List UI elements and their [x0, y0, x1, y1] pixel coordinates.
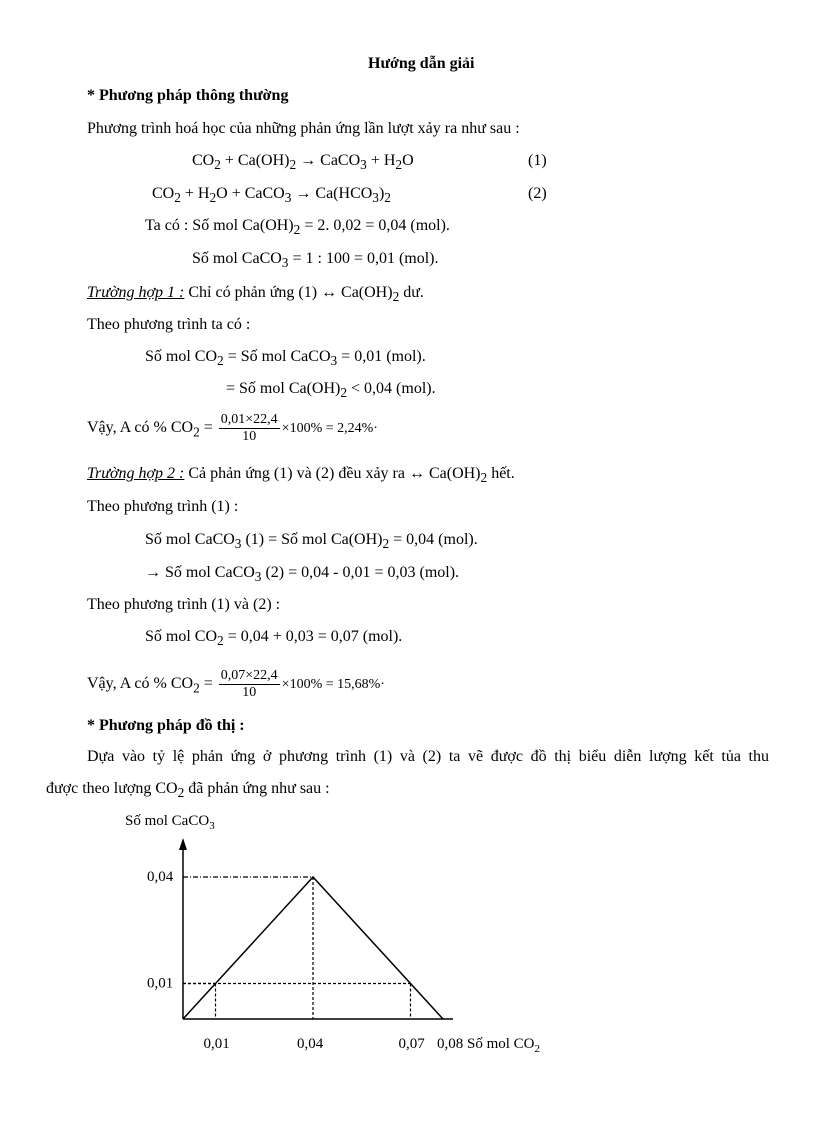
case1-line2: = Số mol $Ca(OH)_2 < 0,04$ (mol). [226, 380, 436, 401]
x-tick-label: 0,07 [398, 1036, 425, 1052]
equation-2-label: (2) [528, 185, 547, 202]
mol-caco3-line: Số mol CaCO$_3$ = 1 : 100 = 0,01 (mol). [192, 250, 439, 271]
page-title: Hướng dẫn giải [368, 55, 475, 72]
case2-theo2: Theo phương trình (1) và (2) : [87, 596, 281, 613]
case1-label: Trường hợp 1 : [87, 284, 185, 301]
y-tick-label: 0,01 [147, 975, 174, 992]
x-tick-label: 0,04 [297, 1036, 324, 1052]
graph-paragraph-line1: Dựa vào tỷ lệ phản ứng ở phương trình (1) và (2) ta vẽ được đồ thị biểu diễn lượng kết tủa thu [87, 748, 769, 765]
case2-line2: → Số mol CaCO$_3$ (2) = 0,04 - 0,01 = 0,03 (mol). [145, 564, 460, 585]
case2-line: Trường hợp 2 : Cả phản ứng (1) và (2) đều xảy ra ↔ $Ca(OH)_2$ hết. [87, 465, 515, 486]
intro-text: Phương trình hoá học của những phản ứng lần lượt xảy ra như sau : [87, 120, 520, 137]
equation-1-label: (1) [528, 152, 547, 169]
y-axis-arrow [179, 838, 187, 850]
case2-theo1: Theo phương trình (1) : [87, 498, 239, 515]
case1-fraction: $\frac{0,01\times 22,4}{10}$ [220, 412, 278, 444]
case1-line: Trường hợp 1 : Chỉ có phản ứng (1) ↔ $Ca(OH)_2$ dư. [87, 284, 424, 305]
y-axis-label: Số mol CaCO$_3$ [125, 813, 215, 832]
graph-paragraph-line2: được theo lượng $CO_2$ đã phản ứng như sau : [46, 780, 330, 801]
equation-1: $CO_2 + Ca(OH)_2$ → CaCO$_3$ + $H_2O$ [192, 152, 414, 173]
case2-fraction: $\frac{0,07\times 22,4}{10}$ [220, 668, 278, 700]
x-axis-label: Số mol $CO_2$ [467, 1036, 541, 1055]
case1-line1: Số mol $CO_2$ = Số mol CaCO$_3$ = 0,01 (mol). [145, 348, 426, 369]
case2-label: Trường hợp 2 : [87, 465, 185, 482]
case2-result: Vậy, A có % $CO_2$ = $\frac{0,07\times 22,4}{10}$ ×100% = 15,68%· [87, 668, 385, 700]
x-tick-label: 0,01 [203, 1036, 230, 1052]
graph-co2-vs-caco3 [0, 800, 816, 1080]
heading-graph-method: * Phương pháp đồ thị : [87, 717, 245, 734]
case1-theo: Theo phương trình ta có : [87, 316, 251, 333]
equation-2: $CO_2 + H_2O$ + CaCO$_3$ → $Ca(HCO_3)_2$ [152, 185, 391, 206]
mol-caoh2-line: Ta có : Số mol $Ca(OH)_2 = 2$. 0,02 = 0,04 (mol). [145, 217, 450, 238]
x-tick-label: 0,08 [437, 1036, 464, 1052]
y-tick-label: 0,04 [147, 869, 174, 885]
heading-conventional-method: * Phương pháp thông thường [87, 87, 289, 104]
case2-line1: Số mol CaCO$_3$ (1) = Số mol $Ca(OH)_2 = 0,04$ (mol). [145, 531, 478, 552]
case2-line3: Số mol $CO_2 = 0,04 + 0,03 = 0,07$ (mol). [145, 628, 403, 649]
case1-result: Vậy, A có % $CO_2$ = $\frac{0,01\times 22,4}{10}$ ×100% = 2,24%· [87, 412, 378, 444]
